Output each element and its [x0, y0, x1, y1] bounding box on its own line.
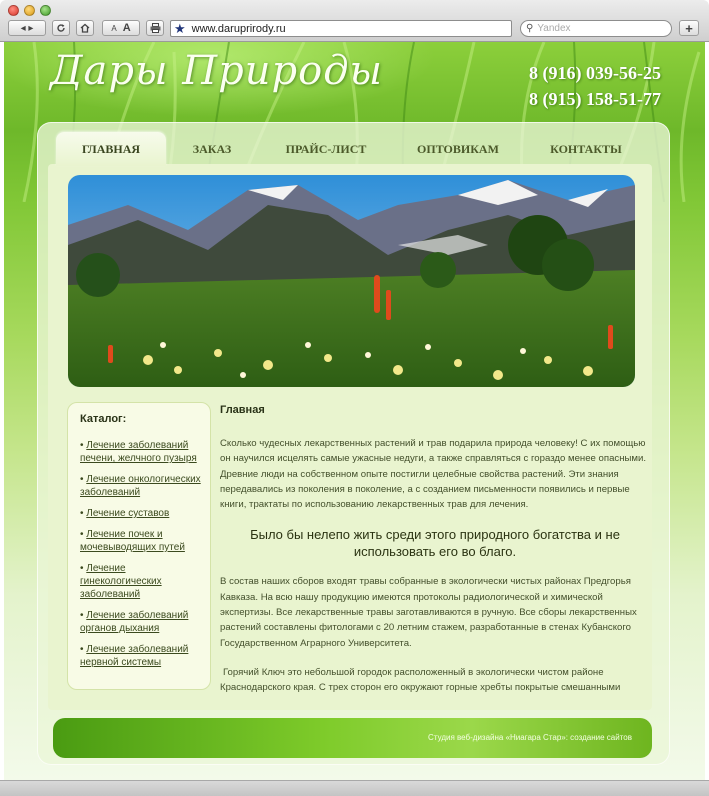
phone-number: 8 (916) 039-56-25 — [529, 63, 661, 83]
nav-item-order[interactable]: ЗАКАЗ — [192, 141, 232, 156]
browser-toolbar — [0, 0, 709, 42]
zoom-window-button[interactable] — [40, 5, 51, 16]
text-smaller-button[interactable]: A — [111, 23, 117, 33]
composition-paragraph: В состав наших сборов входят травы собранные в экологически чистых районах Предгорья Кавказа. На всю нашу продукцию имеются протоколы радиологической и химической экспертизы. Все лекарственные травы заготавливаются в ручную. Все сборы лекарственных растений составлены фитологами с 20 летним стажем, разработанные в стенах Кубанского Государственном Аграрного Университета. — [220, 576, 637, 649]
text-size-buttons[interactable] — [102, 20, 140, 36]
print-icon[interactable] — [146, 20, 164, 36]
catalog-link-gynecology[interactable]: Лечение гинекологических заболеваний — [80, 563, 162, 600]
search-icon: ⚲ — [526, 23, 534, 34]
list-item: • Лечение почек и мочевыводящих путей — [80, 529, 185, 553]
site-logo[interactable]: Дары Природы — [50, 48, 384, 94]
catalog-link-joints[interactable]: Лечение суставов — [86, 508, 170, 519]
list-item: • Лечение гинекологических заболеваний — [80, 563, 162, 600]
location-paragraph: Горячий Ключ это небольшой городок расположенный в экологически чистом районе Краснодарского края. С трех сторон его окружают горные хребты покрытые смешанными — [220, 666, 621, 694]
mountain-meadow-banner — [68, 175, 635, 387]
catalog-link-respiratory[interactable]: Лечение заболеваний органов дыхания — [80, 610, 189, 634]
add-bookmark-button[interactable]: + — [679, 20, 699, 36]
footer-credit-link[interactable]: Студия веб-дизайна «Ниагара Стар»: создание сайтов — [428, 733, 632, 742]
list-item: • Лечение заболеваний печени, желчного пузыря — [80, 440, 197, 464]
nav-item-price-list[interactable]: ПРАЙС-ЛИСТ — [285, 141, 367, 156]
list-item: • Лечение заболеваний нервной системы — [80, 644, 189, 668]
catalog-title: Каталог: — [80, 413, 127, 425]
page-title: Главная — [220, 404, 265, 416]
main-content — [220, 404, 650, 710]
text-bigger-button[interactable]: A — [122, 22, 131, 34]
address-url: www.daruprirody.ru — [191, 22, 286, 35]
highlight-quote: Было бы нелепо жить среди этого природного богатства и не использовать его во благо. — [250, 527, 620, 560]
close-window-button[interactable] — [8, 5, 19, 16]
header-phones — [529, 60, 661, 112]
catalog-sidebar — [67, 402, 211, 690]
search-field[interactable] — [520, 20, 672, 37]
list-item: • Лечение заболеваний органов дыхания — [80, 610, 189, 634]
bookmark-star-icon[interactable]: ★ — [174, 20, 186, 36]
catalog-link-kidneys[interactable]: Лечение почек и мочевыводящих путей — [80, 529, 185, 553]
home-icon[interactable] — [76, 20, 94, 36]
catalog-link-nervous[interactable]: Лечение заболеваний нервной системы — [80, 644, 189, 668]
phone-number: 8 (915) 158-51-77 — [529, 89, 661, 109]
site-footer — [53, 718, 652, 758]
browser-status-bar — [0, 780, 709, 796]
catalog-list — [80, 439, 202, 669]
intro-paragraph: Сколько чудесных лекарственных растений и трав подарила природа человеку! С их помощью он научился исцелять самые ужасные недуги, а также справляться с гораздо менее опасными. Древние люди на собственном опыте постигли целебные свойства растений. Эти знания передавались из поколения в поколение, а с созданием письменности появились и первые книги, трактаты по использованию лекарственных трав для лечения. — [220, 438, 647, 511]
nav-item-contacts[interactable]: КОНТАКТЫ — [550, 141, 622, 156]
catalog-link-liver[interactable]: Лечение заболеваний печени, желчного пузыря — [80, 440, 197, 464]
web-page — [4, 42, 705, 780]
back-forward-button[interactable]: ◂ ▸ — [8, 20, 46, 36]
list-item: • Лечение онкологических заболеваний — [80, 474, 201, 498]
nav-item-wholesale[interactable]: ОПТОВИКАМ — [417, 141, 499, 156]
nav-item-home[interactable]: ГЛАВНАЯ — [56, 132, 166, 166]
reload-icon[interactable] — [52, 20, 70, 36]
window-controls — [8, 5, 51, 16]
catalog-link-oncology[interactable]: Лечение онкологических заболеваний — [80, 474, 201, 498]
main-nav — [56, 132, 650, 168]
search-placeholder: Yandex — [537, 23, 571, 34]
minimize-window-button[interactable] — [24, 5, 35, 16]
list-item: • Лечение суставов — [80, 508, 170, 519]
address-bar[interactable] — [170, 20, 512, 37]
